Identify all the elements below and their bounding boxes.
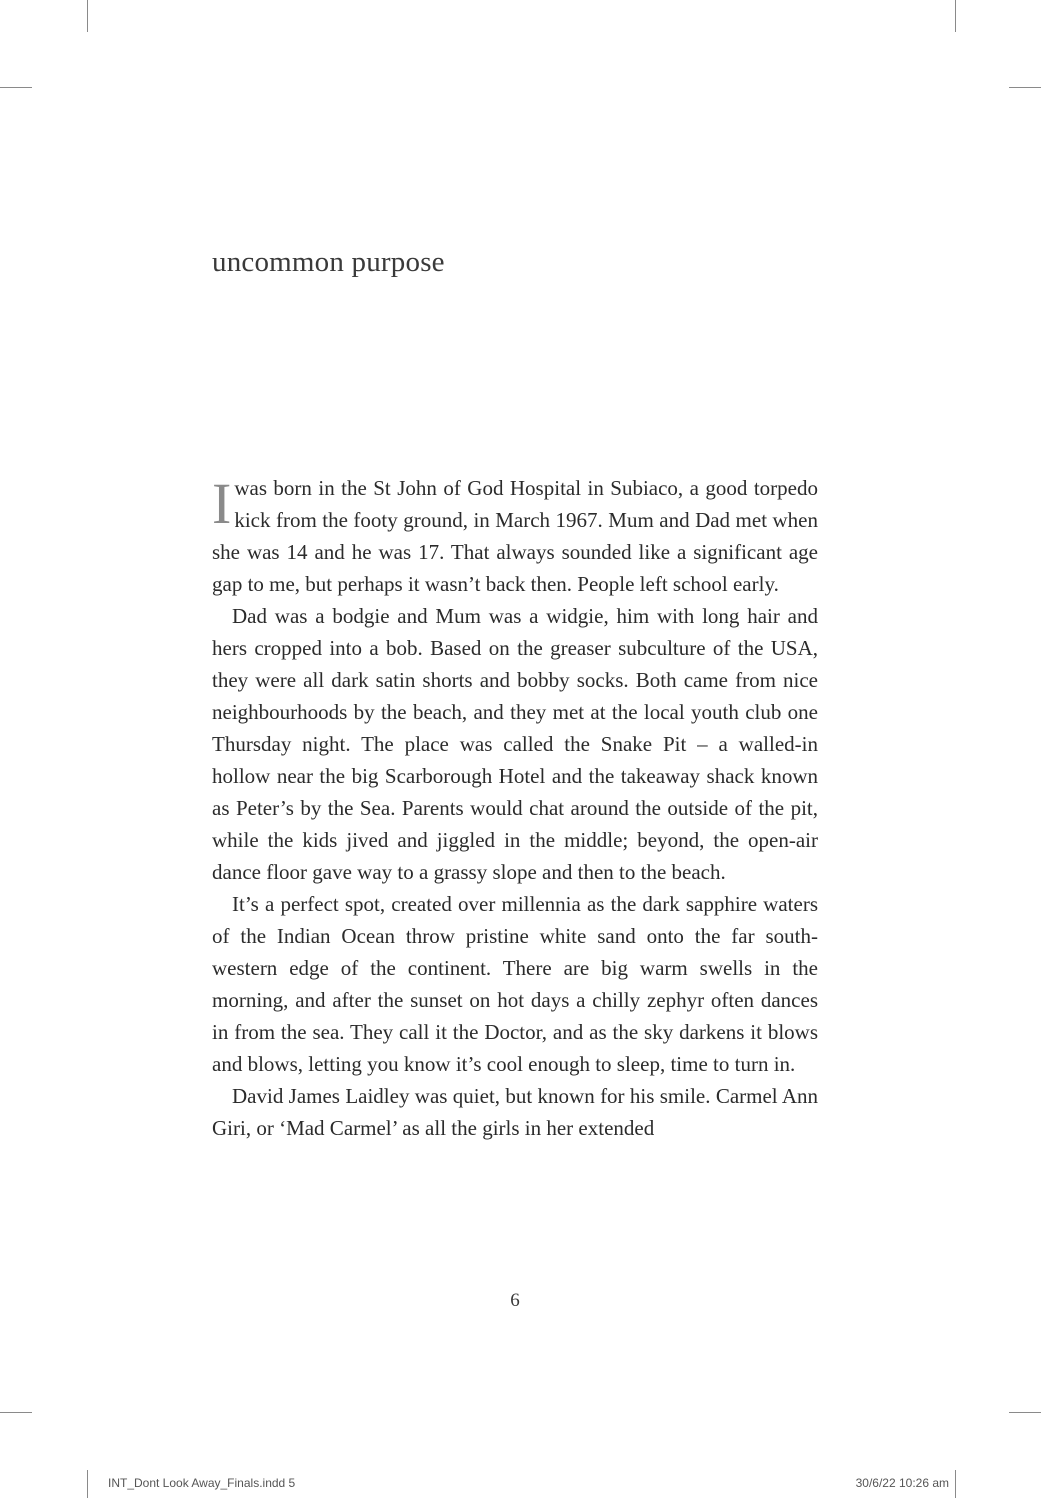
paragraph-2: Dad was a bodgie and Mum was a widgie, him with long hair and hers cropped into a bob. Based on the greaser subculture of the USA, they were all dark satin shorts and bobby socks. Both came from nice neighbourhoods by the beach, and they met at the local youth club one Thursday night. The place was called the Snake Pit – a walled-in hollow near the big Scarborough Hotel and the takeaway shack known as Peter’s by the Sea. Parents would chat around the outside of the pit, while the kids jived and jiggled in the middle; beyond, the open-air dance floor gave way to a grassy slope and then to the beach.	[212, 604, 818, 884]
crop-mark-top-right-h	[1009, 87, 1041, 88]
body-text	[212, 472, 818, 1144]
paragraph-1	[212, 472, 818, 600]
crop-mark-top-right	[955, 0, 956, 32]
crop-mark-bottom-right-h	[1009, 1412, 1041, 1413]
crop-mark-top-left-h	[0, 87, 32, 88]
paragraph-3: It’s a perfect spot, created over millennia as the dark sapphire waters of the Indian Ocean throw pristine white sand onto the far south-western edge of the continent. There are big warm swells in the morning, and after the sunset on hot days a chilly zephyr often dances in from the sea. They call it the Doctor, and as the sky darkens it blows and blows, letting you know it’s cool enough to sleep, time to turn in.	[212, 892, 818, 1076]
drop-cap: I	[212, 471, 232, 536]
crop-mark-bottom-right	[955, 1470, 956, 1498]
slug-timestamp: 30/6/22 10:26 am	[855, 1476, 949, 1490]
slug-filename: INT_Dont Look Away_Finals.indd 5	[108, 1476, 296, 1490]
chapter-title: uncommon purpose	[212, 246, 445, 278]
crop-mark-bottom-left	[87, 1470, 88, 1498]
crop-mark-top-left	[87, 0, 88, 32]
paragraph-4: David James Laidley was quiet, but known for his smile. Carmel Ann Giri, or ‘Mad Carmel’ as all the girls in her extended	[212, 1084, 818, 1140]
page-number: 6	[510, 1290, 520, 1311]
paragraph-1-text: was born in the St John of God Hospital in Subiaco, a good torpedo kick from the footy ground, in March 1967. Mum and Dad met when she was 14 and he was 17. That always sounded like a significant age gap to me, but perhaps it wasn’t back then. People left school early.	[212, 476, 818, 596]
crop-mark-bottom-left-h	[0, 1412, 32, 1413]
